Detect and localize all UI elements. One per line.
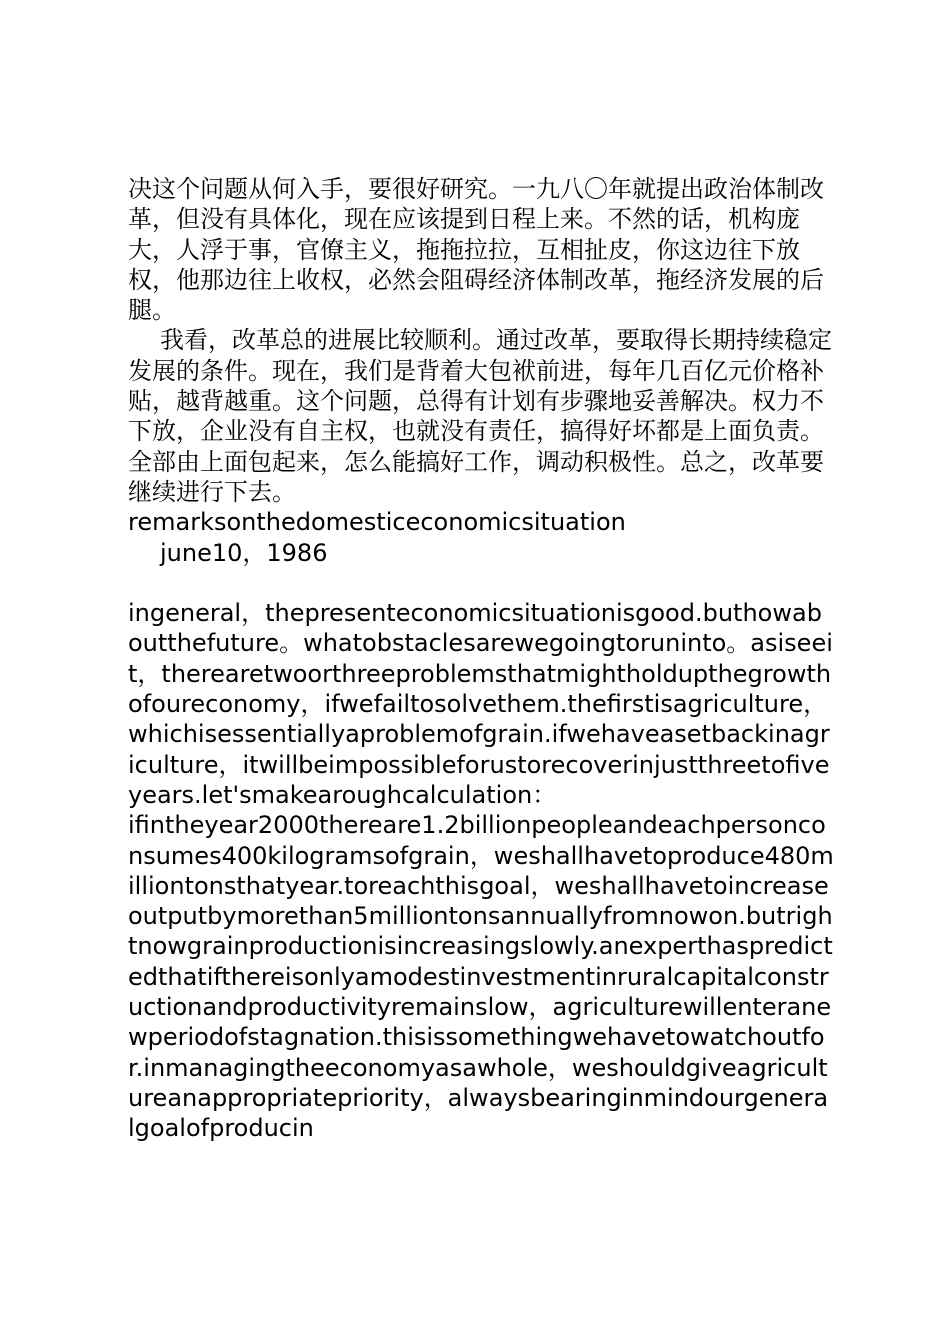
paragraph-english-grain: ifintheyear2000thereare1.2billionpeopleandeachpersonconsumes400kilogramsofgrain，weshallhavetoproduce480milliontonsthatyear.toreachthisgoal，weshallhavetoincreaseoutputbymorethan5milliontonsannuallyfromnowon.butrightnowgrainproductionisincreasingslowly.anexperthaspredictedthatifthereisonlyamodestinvestmentinruralcapitalconstructionandproductivityremainslow，agriculturewillenteranewperiodofstagnation.thisissomethingwehavetowatchoutfor.inmanagingtheeconomyasawhole，weshouldgiveagricultureanappropriatepriority，alwaysbearinginmindourgeneralgoalofproducin	[128, 811, 834, 1143]
english-title: remarksonthedomesticeconomicsituation	[128, 508, 626, 537]
paragraph-reform-progress: 我看，改革总的进展比较顺利。通过改革，要取得长期持续稳定发展的条件。现在，我们是背着大包袱前进，每年几百亿元价格补贴，越背越重。这个问题，总得有计划有步骤地妥善解决。权力不下放，企业没有自主权，也就没有责任，搞得好坏都是上面负责。全部由上面包起来，怎么能搞好工作，调动积极性。总之，改革要继续进行下去。	[128, 326, 832, 506]
document-body	[128, 174, 834, 1144]
paragraph-english-general: ingeneral，thepresenteconomicsituationisgood.buthowaboutthefuture。whatobstaclesarewegoingtoruninto。asiseeit，therearetwoorthreeproblemsthatmightholdupthegrowthofoureconomy，ifwefailtosolvethem.thefirstisagriculture，whichisessentiallyaproblemofgrain.ifwehaveasetbackinagriculture，itwillbeimpossibleforustorecoverinjustthreetofiveyears.let'smakearoughcalculation：	[128, 599, 833, 809]
blank-line	[128, 568, 834, 598]
paragraph-reform-administration: 决这个问题从何入手，要很好研究。一九八〇年就提出政治体制改革，但没有具体化，现在应该提到日程上来。不然的话，机构庞大，人浮于事，官僚主义，拖拖拉拉，互相扯皮，你这边往下放权，他那边往上收权，必然会阻碍经济体制改革，拖经济发展的后腿。	[128, 175, 824, 325]
english-date: june10，1986	[160, 538, 328, 567]
